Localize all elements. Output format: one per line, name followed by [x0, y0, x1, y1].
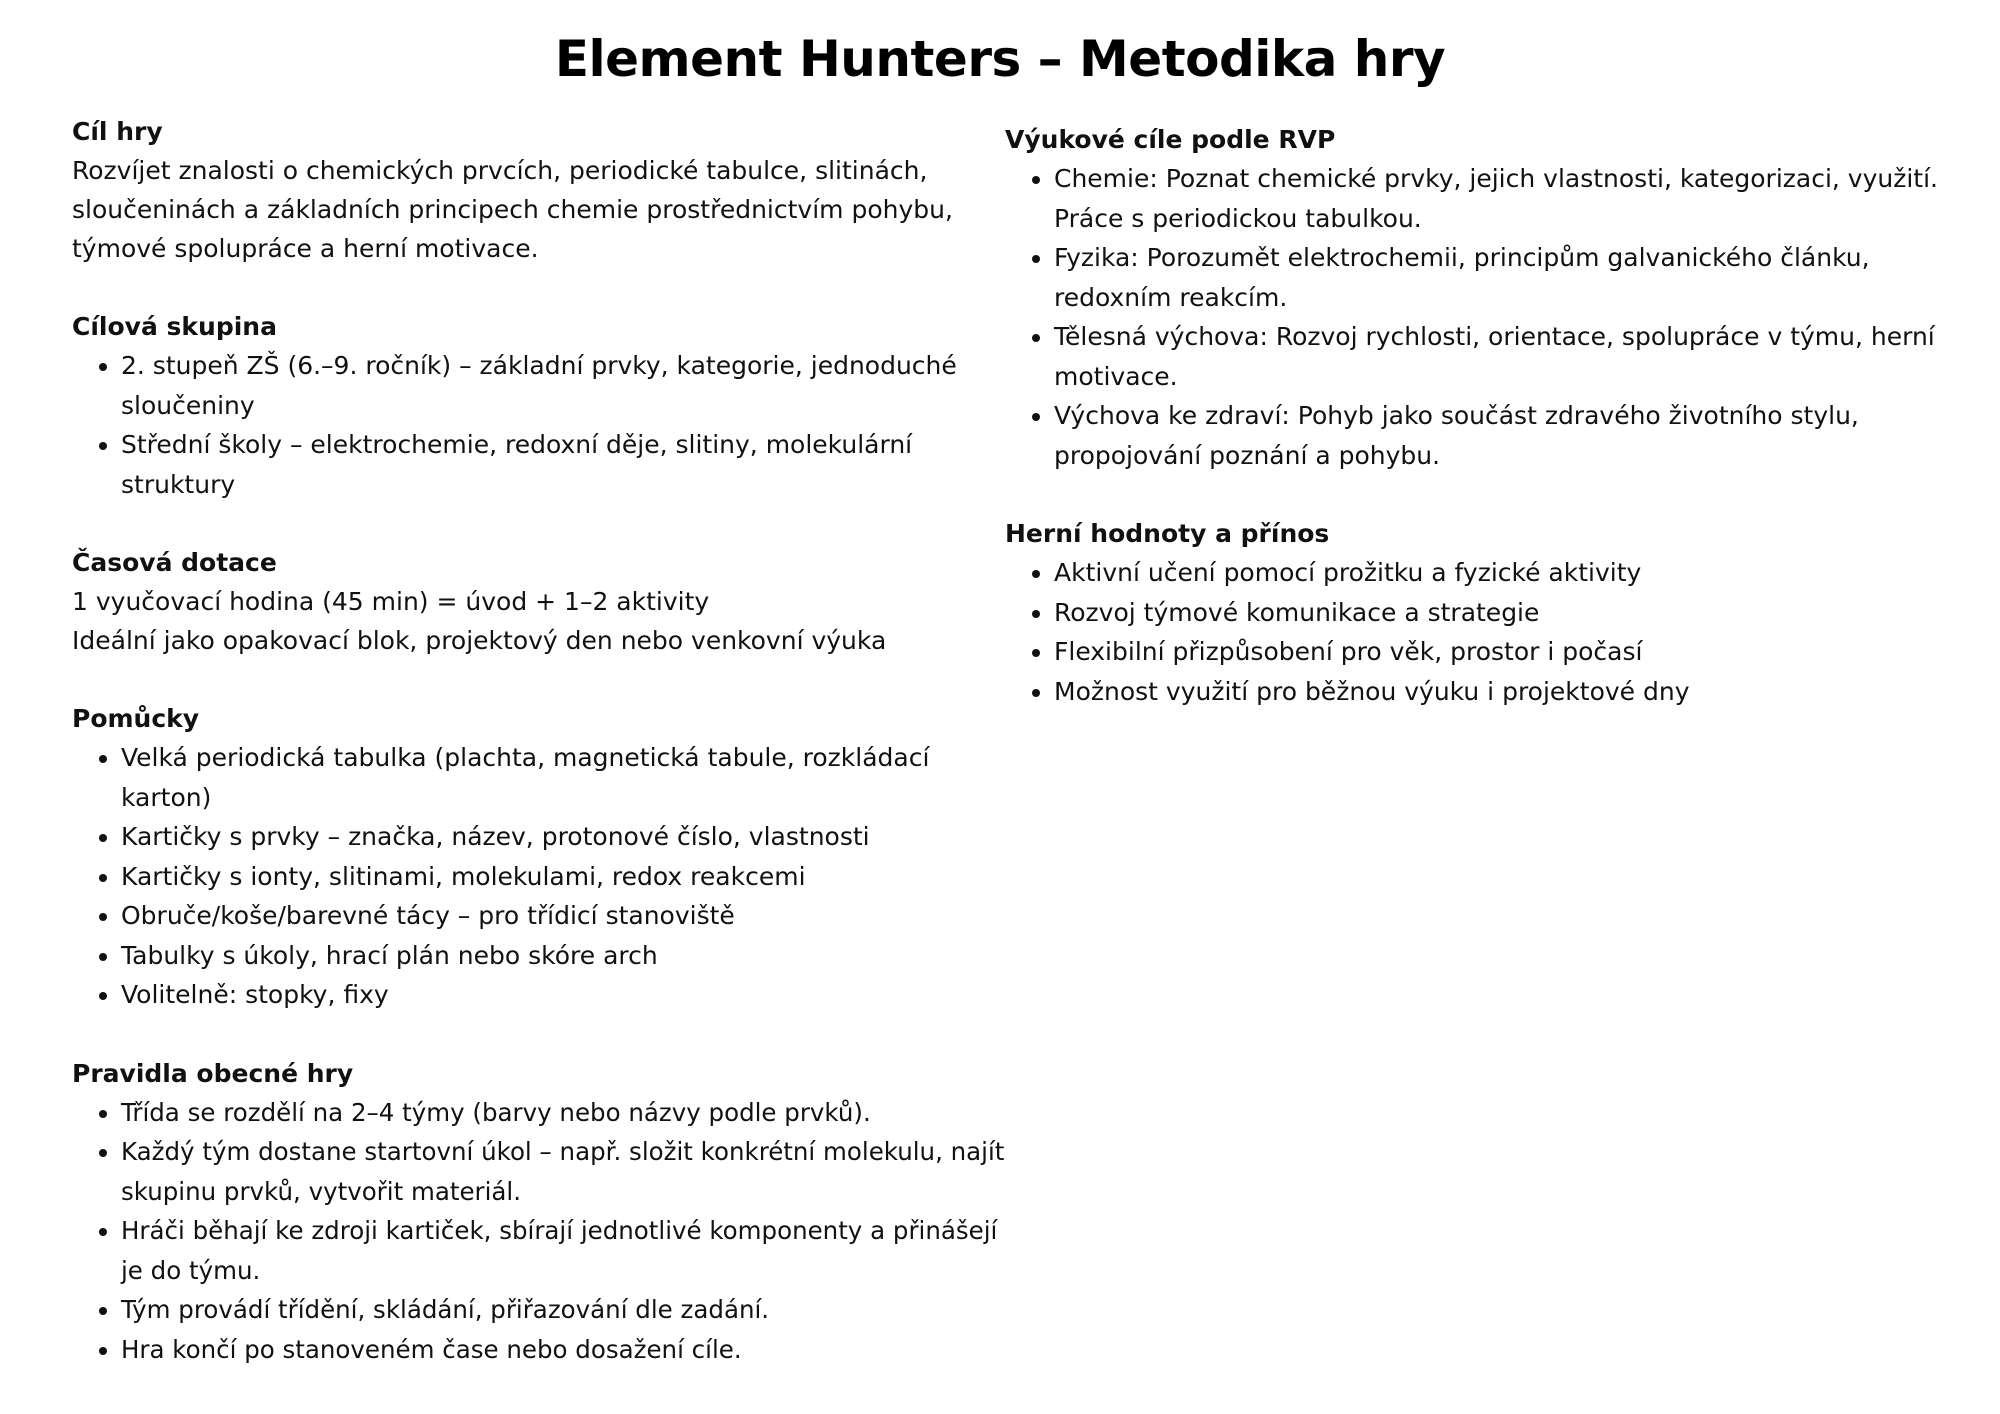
list-item: • Hráči běhají ke zdroji kartiček, sbírají jednotlivé komponenty a přinášejí je do týmu.	[121, 1211, 1012, 1290]
list-item: • Střední školy – elektrochemie, redoxní děje, slitiny, molekulární struktury	[121, 425, 1012, 504]
time-line-2: Ideální jako opakovací blok, projektový den nebo venkovní výuka	[72, 626, 887, 655]
rules-list	[72, 1093, 1012, 1370]
right-column	[1005, 120, 1945, 750]
list-item: • Kartičky s prvky – značka, název, protonové číslo, vlastnosti	[121, 817, 1012, 857]
list-item: • Flexibilní přizpůsobení pro věk, prostor i počasí	[1054, 632, 1945, 672]
list-item: • Obruče/koše/barevné tácy – pro třídicí stanoviště	[121, 896, 1012, 936]
rvp-heading: Výukové cíle podle RVP	[1005, 125, 1336, 154]
list-item: • 2. stupeň ZŠ (6.–9. ročník) – základní prvky, kategorie, jednoduché sloučeniny	[121, 346, 1012, 425]
list-item: • Třída se rozdělí na 2–4 týmy (barvy nebo názvy podle prvků).	[121, 1093, 1012, 1133]
target-group-list	[72, 346, 1012, 504]
tools-list	[72, 738, 1012, 1015]
list-item: • Tým provádí třídění, skládání, přiřazování dle zadání.	[121, 1290, 1012, 1330]
rvp-section	[1005, 120, 1945, 475]
page-title: Element Hunters – Metodika hry	[554, 30, 1446, 88]
list-item: • Fyzika: Porozumět elektrochemii, principům galvanického článku, redoxním reakcím.	[1054, 238, 1945, 317]
list-item: • Výchova ke zdraví: Pohyb jako součást zdravého životního stylu, propojování poznání a pohybu.	[1054, 396, 1945, 475]
tools-heading: Pomůcky	[72, 704, 200, 733]
target-group-section	[72, 307, 1012, 504]
list-item: • Hra končí po stanoveném čase nebo dosažení cíle.	[121, 1330, 1012, 1370]
list-item: • Aktivní učení pomocí prožitku a fyzické aktivity	[1054, 553, 1945, 593]
rules-heading: Pravidla obecné hry	[72, 1058, 354, 1088]
list-item: • Velká periodická tabulka (plachta, magnetická tabule, rozkládací karton)	[121, 738, 1012, 817]
time-line-1: 1 vyučovací hodina (45 min) = úvod + 1–2 aktivity	[72, 587, 710, 616]
list-item: • Tělesná výchova: Rozvoj rychlosti, orientace, spolupráce v týmu, herní motivace.	[1054, 317, 1945, 396]
tools-section	[72, 699, 1012, 1015]
values-list	[1005, 553, 1945, 711]
time-heading: Časová dotace	[72, 548, 277, 577]
values-heading: Herní hodnoty a přínos	[1005, 519, 1330, 548]
list-item: • Rozvoj týmové komunikace a strategie	[1054, 593, 1945, 633]
time-section	[72, 543, 1012, 660]
list-item: • Volitelně: stopky, fixy	[121, 975, 1012, 1015]
list-item: • Každý tým dostane startovní úkol – např. složit konkrétní molekulu, najít skupinu prvků, vytvořit materiál.	[121, 1132, 1012, 1211]
goal-section	[72, 112, 1012, 268]
goal-heading: Cíl hry	[72, 117, 163, 146]
values-section	[1005, 514, 1945, 711]
goal-text: Rozvíjet znalosti o chemických prvcích, periodické tabulce, slitinách, sloučeninách a základních principech chemie prostřednictvím pohybu, týmové spolupráce a herní motivace.	[72, 156, 953, 263]
list-item: • Možnost využití pro běžnou výuku i projektové dny	[1054, 672, 1945, 712]
target-group-heading: Cílová skupina	[72, 312, 277, 341]
rvp-list	[1005, 159, 1945, 475]
left-column	[72, 112, 1012, 1408]
list-item: • Kartičky s ionty, slitinami, molekulami, redox reakcemi	[121, 857, 1012, 897]
list-item: • Tabulky s úkoly, hrací plán nebo skóre arch	[121, 936, 1012, 976]
rules-section	[72, 1054, 1012, 1370]
list-item: • Chemie: Poznat chemické prvky, jejich vlastnosti, kategorizaci, využití. Práce s periodickou tabulkou.	[1054, 159, 1945, 238]
